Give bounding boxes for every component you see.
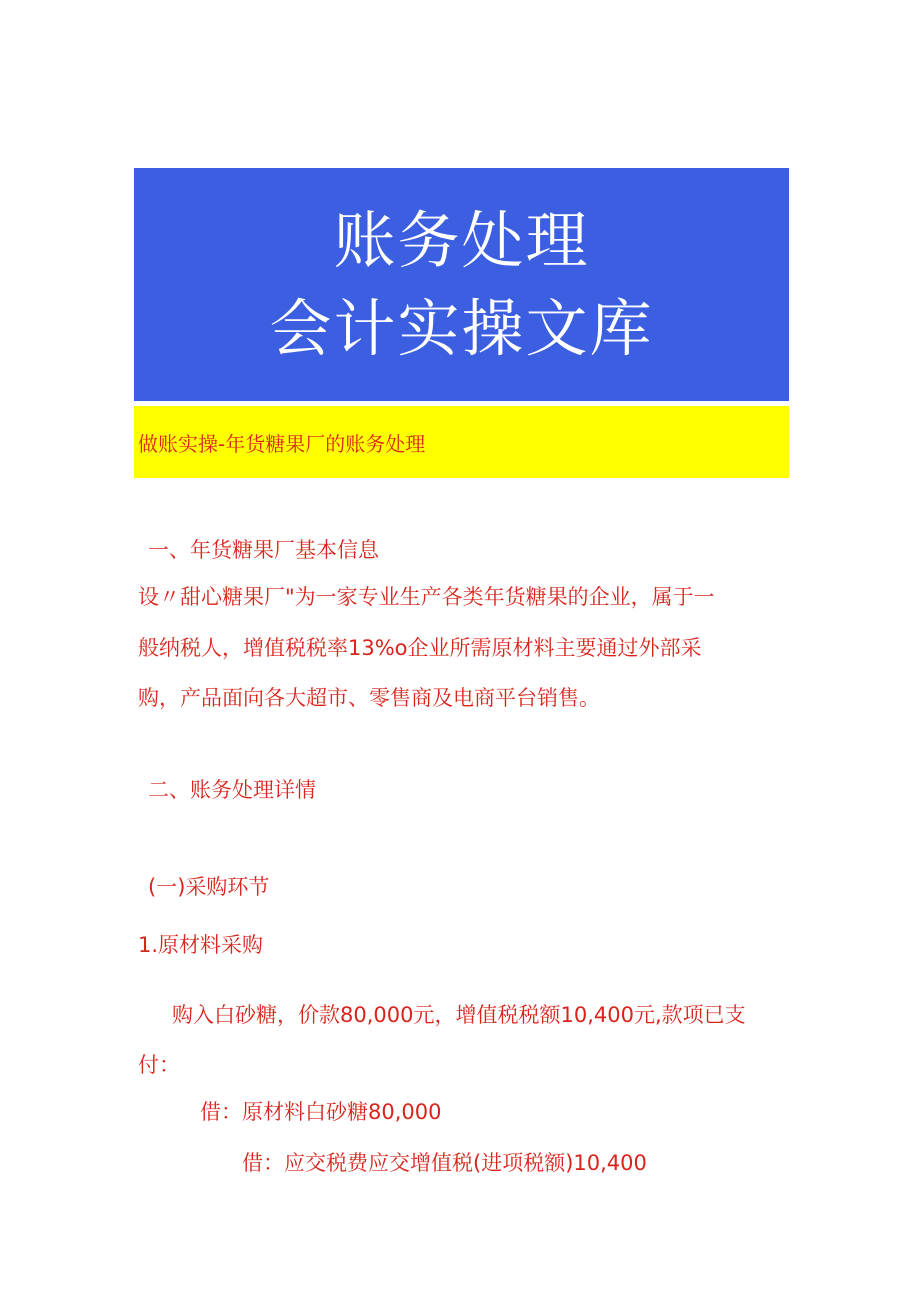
title-banner	[134, 168, 789, 401]
section-1-paragraph-line-3: 购，产品面向各大超市、零售商及电商平台销售。	[138, 686, 600, 710]
section-1-paragraph-line-2: 般纳税人，增值税税率13%o企业所需原材料主要通过外部采	[138, 636, 702, 660]
subtitle-text: 做账实操-年货糖果厂的账务处理	[138, 431, 426, 456]
item-1-description-line-2: 付：	[138, 1053, 180, 1077]
subtitle-bar	[134, 406, 789, 478]
section-1-heading: 一、年货糖果厂基本信息	[148, 538, 379, 562]
section-1-paragraph-line-1: 设〃甜心糖果厂"为一家专业生产各类年货糖果的企业，属于一	[138, 585, 715, 609]
section-2-heading: 二、账务处理详情	[148, 778, 316, 802]
banner-title-line-1: 账务处理	[333, 203, 590, 277]
subsection-1-heading: (一)采购环节	[148, 875, 270, 899]
item-1-description-line-1: 购入白砂糖，价款80,000元，增值税税额10,400元,款项已支	[172, 1003, 746, 1027]
journal-entry-debit-1: 借：原材料白砂糖80,000	[200, 1100, 442, 1124]
journal-entry-debit-2: 借：应交税费应交增值税(进项税额)10,400	[242, 1151, 647, 1175]
banner-title-line-2: 会计实操文库	[269, 291, 654, 365]
item-1-heading: 1.原材料采购	[138, 933, 264, 957]
